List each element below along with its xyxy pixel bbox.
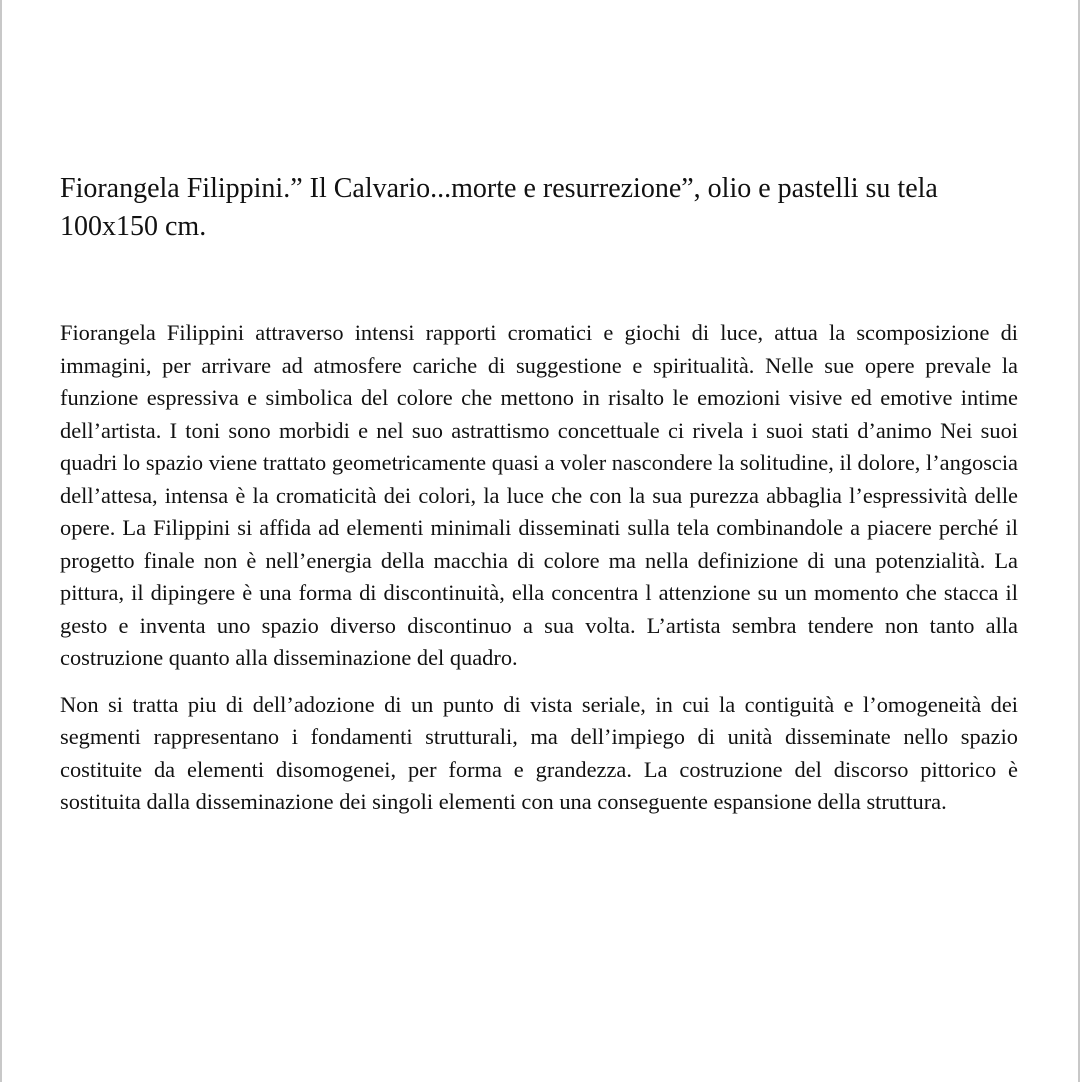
document-title: Fiorangela Filippini.” Il Calvario...morte e resurrezione”, olio e pastelli su tela 100x150 cm. [60, 173, 938, 242]
document-body [60, 170, 1018, 819]
page-edge-left [0, 0, 2, 1082]
paragraph-2: Non si tratta piu di dell’adozione di un punto di vista seriale, in cui la contiguità e l’omogeneità dei segmenti rappresentano i fondamenti strutturali, ma dell’impiego di unità disseminate nello spazio costituite da elementi disomogenei, per forma e grandezza. La costruzione del discorso pittorico è sostituita dalla disseminazione dei singoli elementi con una conseguente espansione della struttura. [60, 691, 1018, 814]
paragraph-1: Fiorangela Filippini attraverso intensi rapporti cromatici e giochi di luce, attua la scomposizione di immagini, per arrivare ad atmosfere cariche di suggestione e spiritualità. Nelle sue opere prevale la funzione espressiva e simbolica del colore che mettono in risalto le emozioni visive ed emotive intime dell’artista. I toni sono morbidi e nel suo astrattismo concettuale ci rivela i suoi stati d’animo Nei suoi quadri lo spazio viene trattato geometricamente quasi a voler nascondere la solitudine, il dolore, l’angoscia dell’attesa, intensa è la cromaticità dei colori, la luce che con la sua purezza abbaglia l’espressività delle opere. La Filippini si affida ad elementi minimali disseminati sulla tela combinandole a piacere perché il progetto finale non è nell’energia della macchia di colore ma nella definizione di una potenzialità. La pittura, il dipingere è una forma di discontinuità, ella concentra l attenzione su un momento che stacca il gesto e inventa uno spazio diverso discontinuo a sua volta. L’artista sembra tendere non tanto alla costruzione quanto alla disseminazione del quadro. [60, 320, 1018, 670]
